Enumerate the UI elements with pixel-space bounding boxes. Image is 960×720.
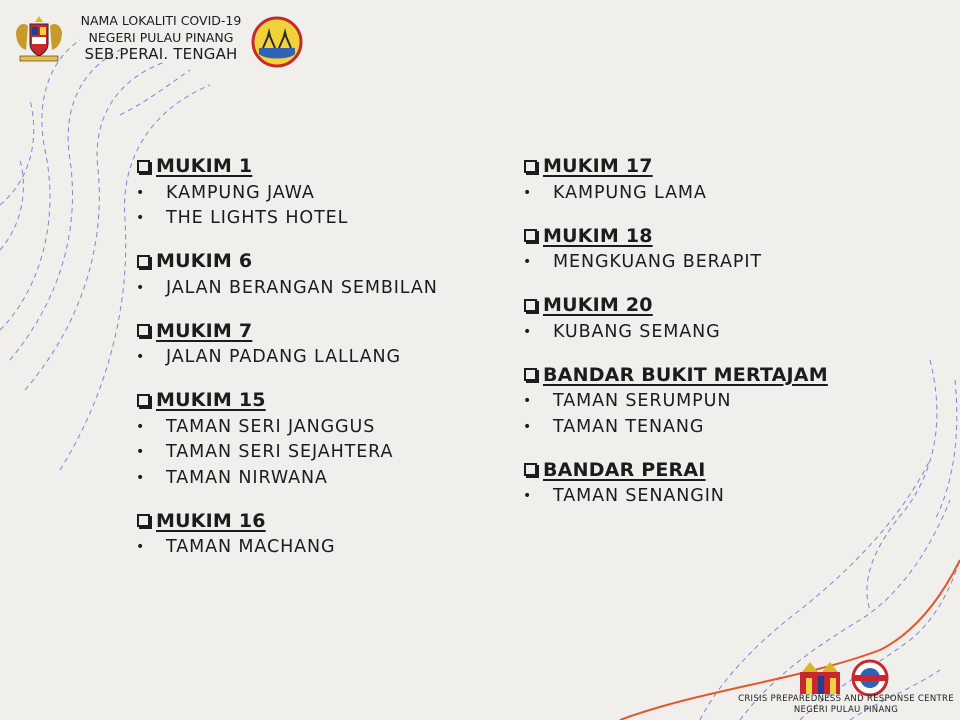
checkbox-icon xyxy=(524,368,537,381)
bullet-icon: • xyxy=(136,418,146,435)
footer-line-1: CRISIS PREPAREDNESS AND RESPONSE CENTRE xyxy=(738,694,954,704)
section-title: MUKIM 6 xyxy=(156,250,253,272)
checkbox-icon xyxy=(137,324,150,337)
bullet-icon: • xyxy=(523,418,533,435)
checkbox-icon xyxy=(137,255,150,268)
section-title: MUKIM 7 xyxy=(156,319,253,342)
section-mukim-20 xyxy=(521,291,828,345)
checkbox-icon xyxy=(137,514,150,527)
bullet-icon: • xyxy=(523,323,533,340)
section-title: BANDAR BUKIT MERTAJAM xyxy=(543,363,828,386)
bullet-icon: • xyxy=(136,469,146,486)
coat-of-arms-logo xyxy=(8,12,70,64)
locality-column-left xyxy=(134,152,438,576)
locality-item: TAMAN NIRWANA xyxy=(166,467,328,488)
bullet-icon: • xyxy=(136,444,146,461)
locality-column-right xyxy=(521,152,828,525)
section-mukim-7 xyxy=(134,317,438,371)
locality-item: THE LIGHTS HOTEL xyxy=(166,208,349,229)
section-mukim-18 xyxy=(521,222,828,276)
header-title xyxy=(70,12,252,63)
locality-item: TAMAN SERI SEJAHTERA xyxy=(166,442,394,463)
locality-item: KUBANG SEMANG xyxy=(553,321,721,342)
section-title: MUKIM 17 xyxy=(543,155,653,177)
locality-item: KAMPUNG LAMA xyxy=(553,182,707,203)
state-emblem-logo xyxy=(251,16,303,68)
section-bandar-perai xyxy=(521,456,828,510)
locality-item: TAMAN MACHANG xyxy=(166,537,336,558)
footer-organization xyxy=(726,694,960,716)
checkbox-icon xyxy=(524,299,537,312)
bullet-icon: • xyxy=(136,349,146,366)
locality-item: TAMAN TENANG xyxy=(553,416,705,437)
locality-item: TAMAN SERUMPUN xyxy=(553,391,732,412)
bullet-icon: • xyxy=(523,393,533,410)
bullet-icon: • xyxy=(136,184,146,201)
section-title: MUKIM 1 xyxy=(156,155,253,177)
checkbox-icon xyxy=(524,229,537,242)
locality-item: TAMAN SERI JANGGUS xyxy=(166,416,376,437)
section-title: MUKIM 16 xyxy=(156,509,266,532)
locality-item: JALAN BERANGAN SEMBILAN xyxy=(166,277,438,298)
bullet-icon: • xyxy=(136,539,146,556)
section-title: MUKIM 20 xyxy=(543,294,653,316)
bullet-icon: • xyxy=(523,488,533,505)
checkbox-icon xyxy=(524,463,537,476)
section-mukim-6 xyxy=(134,247,438,301)
checkbox-icon xyxy=(524,160,537,173)
locality-item: MENGKUANG BERAPIT xyxy=(553,252,762,273)
bullet-icon: • xyxy=(523,184,533,201)
locality-item: KAMPUNG JAWA xyxy=(166,182,315,203)
section-mukim-17 xyxy=(521,152,828,206)
building-logo xyxy=(800,662,840,694)
header-line-1: NAMA LOKALITI COVID-19 xyxy=(80,13,242,28)
bullet-icon: • xyxy=(136,279,146,296)
header-line-2: NEGERI PULAU PINANG xyxy=(88,30,234,45)
section-mukim-15 xyxy=(134,386,438,491)
section-mukim-1 xyxy=(134,152,438,231)
bullet-icon: • xyxy=(136,210,146,227)
footer-logos xyxy=(796,658,896,698)
locality-item: TAMAN SENANGIN xyxy=(553,486,725,507)
checkbox-icon xyxy=(137,394,150,407)
cprc-logo xyxy=(853,661,887,695)
header-line-3: SEB.PERAI. TENGAH xyxy=(84,45,238,63)
section-title: BANDAR PERAI xyxy=(543,458,706,481)
footer-line-2: NEGERI PULAU PINANG xyxy=(793,705,899,715)
bullet-icon: • xyxy=(523,254,533,271)
checkbox-icon xyxy=(137,160,150,173)
section-mukim-16 xyxy=(134,507,438,561)
locality-item: JALAN PADANG LALLANG xyxy=(166,347,402,368)
section-title: MUKIM 15 xyxy=(156,389,266,411)
section-title: MUKIM 18 xyxy=(543,224,653,247)
section-bandar-bukit-mertajam xyxy=(521,361,828,440)
